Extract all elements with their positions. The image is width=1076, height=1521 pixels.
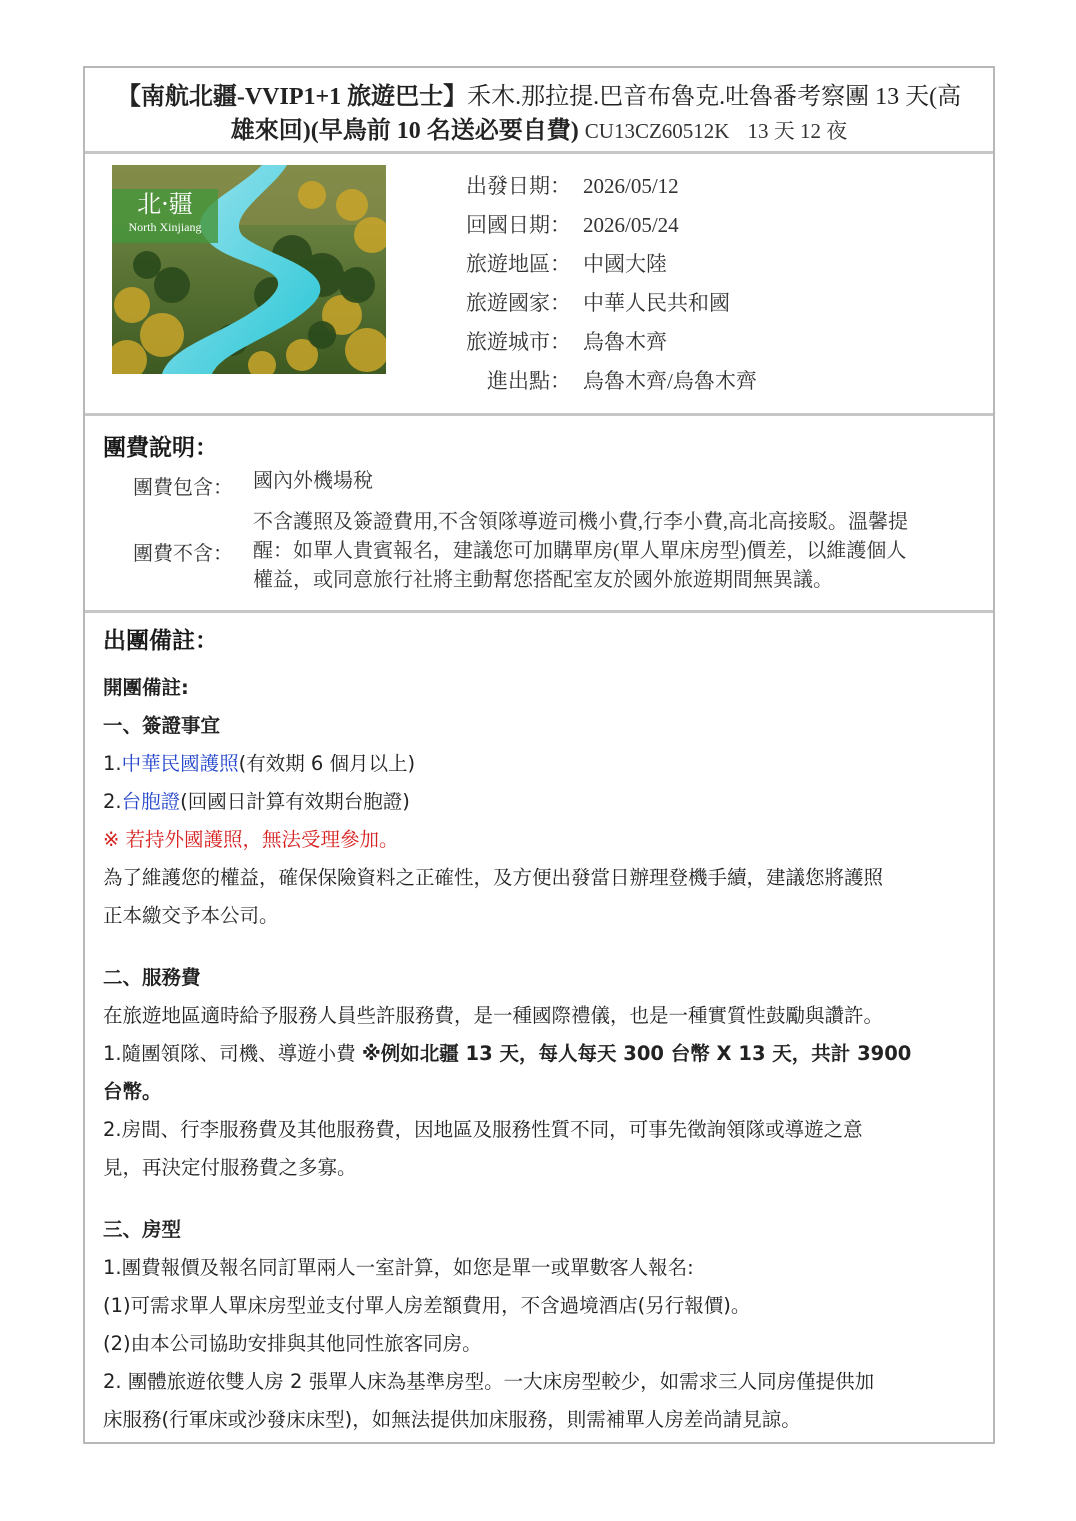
title-line2: 雄來回)(早鳥前 10 名送必要自費) [230, 118, 579, 144]
visa-item-2 [103, 786, 973, 814]
visa-paragraph-line: 為了維護您的權益，確保保險資料之正確性，及方便出發當日辦理登機手續，建議您將護照 [103, 866, 884, 889]
info-label: 旅遊地區： [466, 252, 571, 276]
info-label: 回國日期： [466, 213, 571, 237]
notes-subheading: 開團備註: [103, 676, 189, 699]
notes-heading: 出團備註： [103, 628, 218, 654]
fee-section [85, 413, 993, 613]
info-value: 烏魯木齊 [583, 330, 667, 354]
info-label: 旅遊城市： [466, 330, 571, 354]
room-item-2-line: 床服務(行軍床或沙發床床型)，如無法提供加床服務，則需補單人房差尚請見諒。 [103, 1408, 801, 1431]
info-entry-exit [465, 365, 757, 399]
info-return [465, 209, 679, 243]
visa-detail: (有效期 6 個月以上) [238, 752, 416, 775]
service-item-2-line: 2.房間、行李服務費及其他服務費，因地區及服務性質不同，可事先徵詢領隊或導遊之意 [103, 1118, 863, 1141]
service-item-2-line: 見，再決定付服務費之多寡。 [103, 1156, 357, 1179]
service-item-1-cont: 台幣。 [103, 1080, 162, 1103]
foreign-passport-warning: ※ 若持外國護照，無法受理參加。 [103, 828, 399, 851]
fee-include-label: 團費包含： [133, 477, 233, 499]
notes-section [85, 610, 993, 1442]
fee-exclude-line: 醒：如單人貴賓報名，建議您可加購單房(單人單床房型)價差，以維護個人 [253, 540, 907, 562]
visa-item-1 [103, 748, 973, 776]
badge-chinese: 北·疆 [137, 190, 193, 218]
title-bracket: 【南航北疆-VVIP1+1 旅遊巴士】 [116, 84, 468, 110]
tour-duration: 13 天 12 夜 [747, 119, 848, 143]
fee-exclude-line: 權益，或同意旅行社將主動幫您搭配室友於國外旅遊期間無異議。 [253, 569, 833, 591]
visa-detail: (回國日計算有效期台胞證) [180, 790, 410, 813]
tour-photo [112, 165, 386, 374]
tour-title [85, 68, 993, 154]
info-value: 中華人民共和國 [583, 291, 730, 315]
service-paragraph: 在旅遊地區適時給予服務人員些許服務費，是一種國際禮儀，也是一種實質性鼓勵與讚許。 [103, 1004, 884, 1027]
title-line1: 禾木.那拉提.巴音布魯克.吐魯番考察團 13 天(高 [467, 84, 962, 110]
room-title: 三、房型 [103, 1218, 182, 1241]
fee-include-value: 國內外機場稅 [253, 470, 373, 492]
fee-exclude-value [253, 508, 973, 595]
badge-english: North Xinjiang [128, 220, 202, 234]
info-city [465, 326, 667, 360]
region-badge [112, 189, 218, 243]
service-title: 二、服務費 [103, 966, 201, 989]
tour-info [85, 151, 993, 416]
taiwan-compatriot-permit-link[interactable]: 台胞證 [121, 790, 181, 813]
visa-paragraph-line: 正本繳交予本公司。 [103, 904, 279, 927]
room-item-2-line: 2. 團體旅遊依雙人房 2 張單人床為基準房型。一大床房型較少，如需求三人同房僅提供加 [103, 1370, 875, 1393]
roc-passport-link[interactable]: 中華民國護照 [121, 752, 239, 775]
fee-heading: 團費說明： [103, 435, 218, 461]
visa-prefix: 2. [103, 790, 122, 813]
fee-exclude-line: 不含護照及簽證費用,不含領隊導遊司機小費,行李小費,高北高接駁。溫馨提 [253, 511, 908, 533]
visa-title: 一、簽證事宜 [103, 714, 221, 737]
visa-prefix: 1. [103, 752, 122, 775]
info-label: 出發日期： [466, 174, 571, 198]
info-value: 2026/05/24 [583, 213, 679, 237]
room-item-1a: (1)可需求單人單床房型並支付單人房差額費用，不含過境酒店(另行報價)。 [103, 1294, 751, 1317]
room-item-1b: (2)由本公司協助安排與其他同性旅客同房。 [103, 1332, 482, 1355]
info-label: 進出點： [487, 369, 571, 393]
info-country [465, 287, 730, 321]
tour-code: CU13CZ60512K [584, 119, 730, 143]
service-item-1 [103, 1038, 973, 1066]
info-value: 2026/05/12 [583, 174, 679, 198]
room-item-1: 1.團費報價及報名同訂單兩人一室計算，如您是單一或單數客人報名: [103, 1256, 694, 1279]
tour-document [83, 66, 995, 1444]
fee-exclude-label: 團費不含： [133, 543, 233, 565]
info-depart [465, 170, 679, 204]
service-item-example: ※例如北疆 13 天，每人每天 300 台幣 X 13 天，共計 3900 [361, 1042, 912, 1065]
info-value: 烏魯木齊/烏魯木齊 [583, 369, 757, 393]
info-value: 中國大陸 [583, 252, 667, 276]
service-item-text: 1.隨團領隊、司機、導遊小費 [103, 1042, 362, 1065]
info-label: 旅遊國家： [466, 291, 571, 315]
info-region [465, 248, 667, 282]
